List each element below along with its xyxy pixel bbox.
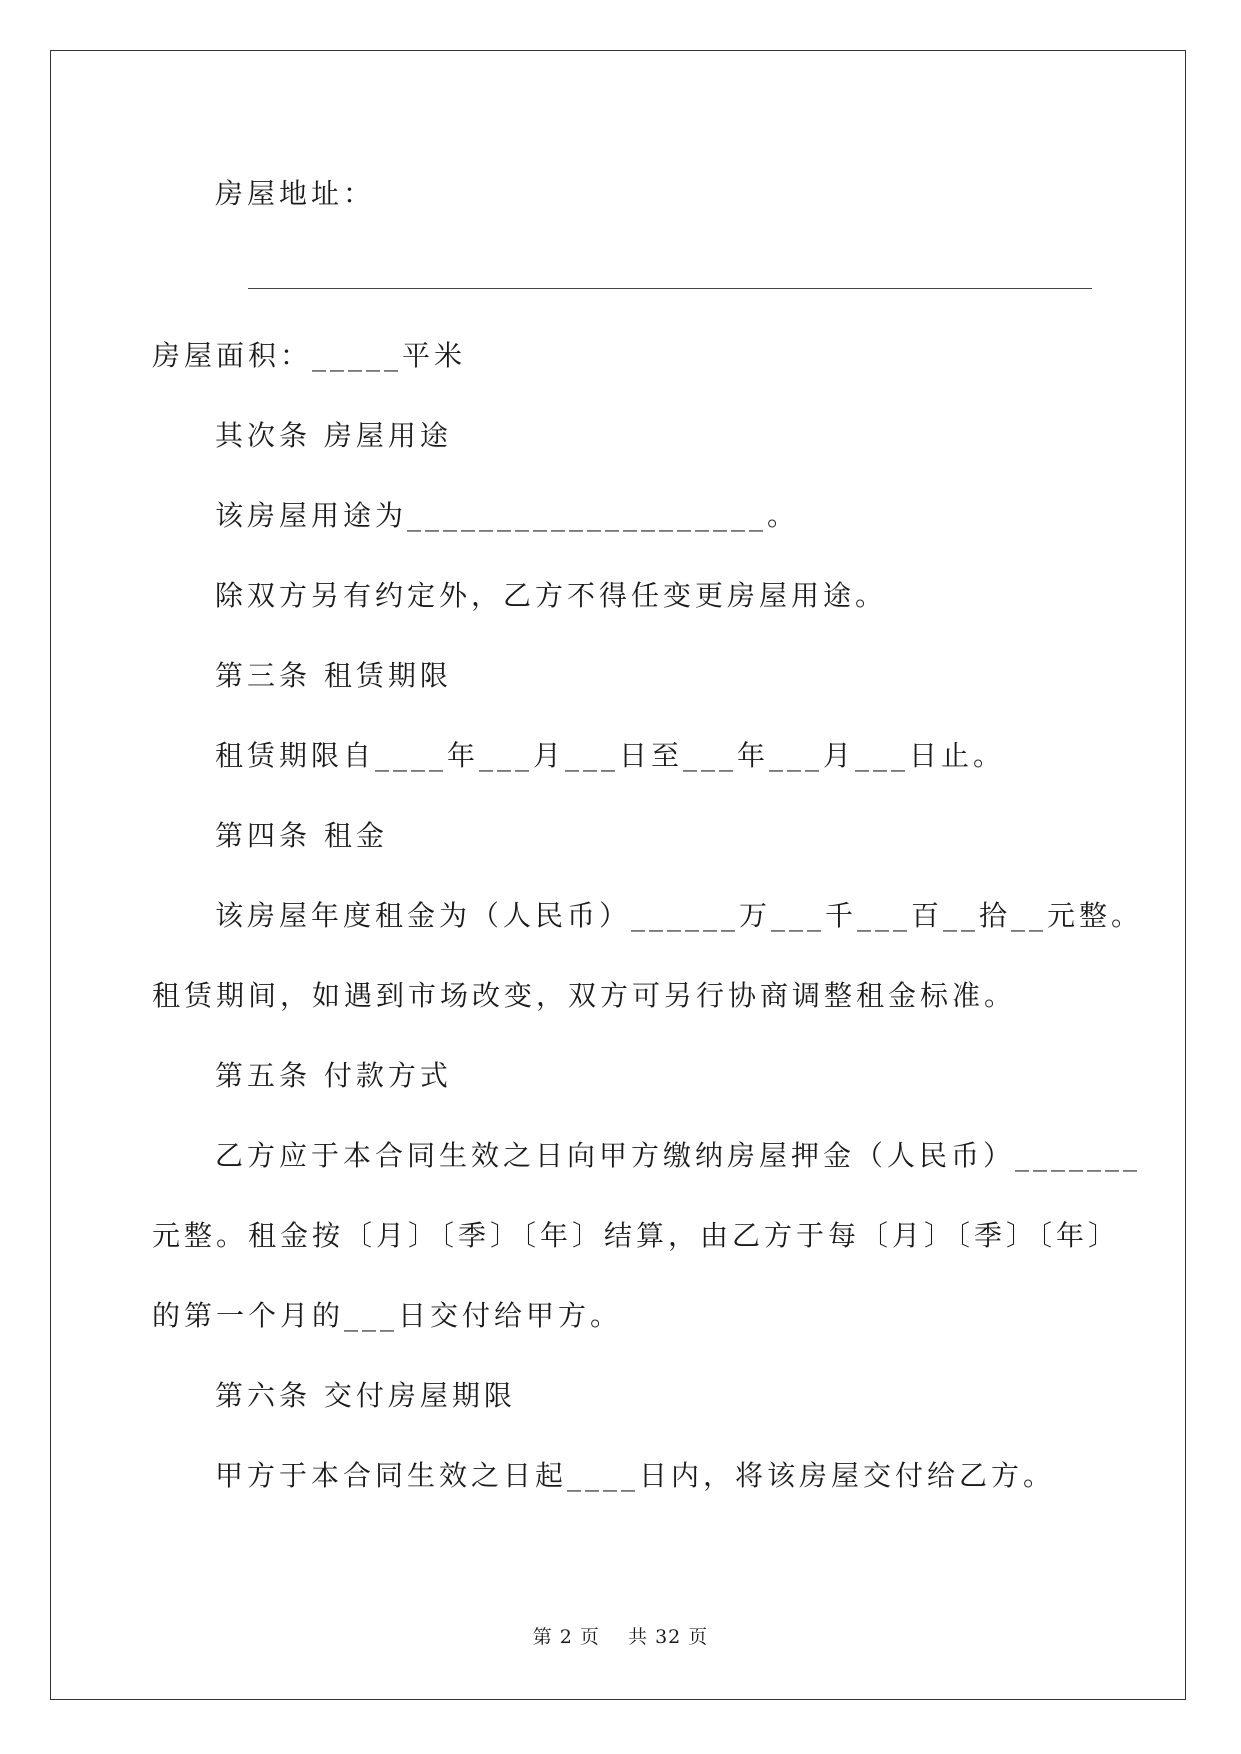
page-footer xyxy=(0,1622,1241,1649)
page-border xyxy=(50,50,1186,1700)
article-3-heading: 第三条 租赁期限 xyxy=(215,659,452,692)
article-2-heading: 其次条 房屋用途 xyxy=(215,419,452,452)
usage-line: 该房屋用途为____________________。 xyxy=(215,499,800,532)
lease-term-line: 租赁期限自____年___月___日至___年___月___日止。 xyxy=(215,739,1006,772)
address-label: 房屋地址： xyxy=(215,177,376,210)
page-number: 第 2 页 共 32 页 xyxy=(532,1626,709,1648)
deposit-line: 乙方应于本合同生效之日向甲方缴纳房屋押金（人民币）_______ xyxy=(215,1139,1142,1172)
article-5-heading: 第五条 付款方式 xyxy=(215,1059,452,1092)
address-blank-line xyxy=(248,288,1092,289)
article-6-heading: 第六条 交付房屋期限 xyxy=(215,1379,516,1412)
delivery-line: 甲方于本合同生效之日起____日内，将该房屋交付给乙方。 xyxy=(215,1459,1056,1492)
area-line: 房屋面积：_____平米 xyxy=(152,339,467,372)
rent-adjust-line: 租赁期间，如遇到市场改变，双方可另行协商调整租金标准。 xyxy=(152,979,1017,1012)
usage-restriction: 除双方另有约定外，乙方不得任变更房屋用途。 xyxy=(215,579,888,612)
rent-amount-line: 该房屋年度租金为（人民币）______万___千___百__拾__元整。 xyxy=(215,899,1144,932)
settlement-line: 元整。租金按〔月〕〔季〕〔年〕结算，由乙方于每〔月〕〔季〕〔年〕 xyxy=(152,1219,1121,1252)
article-4-heading: 第四条 租金 xyxy=(215,819,388,852)
payment-day-line: 的第一个月的___日交付给甲方。 xyxy=(152,1299,623,1332)
